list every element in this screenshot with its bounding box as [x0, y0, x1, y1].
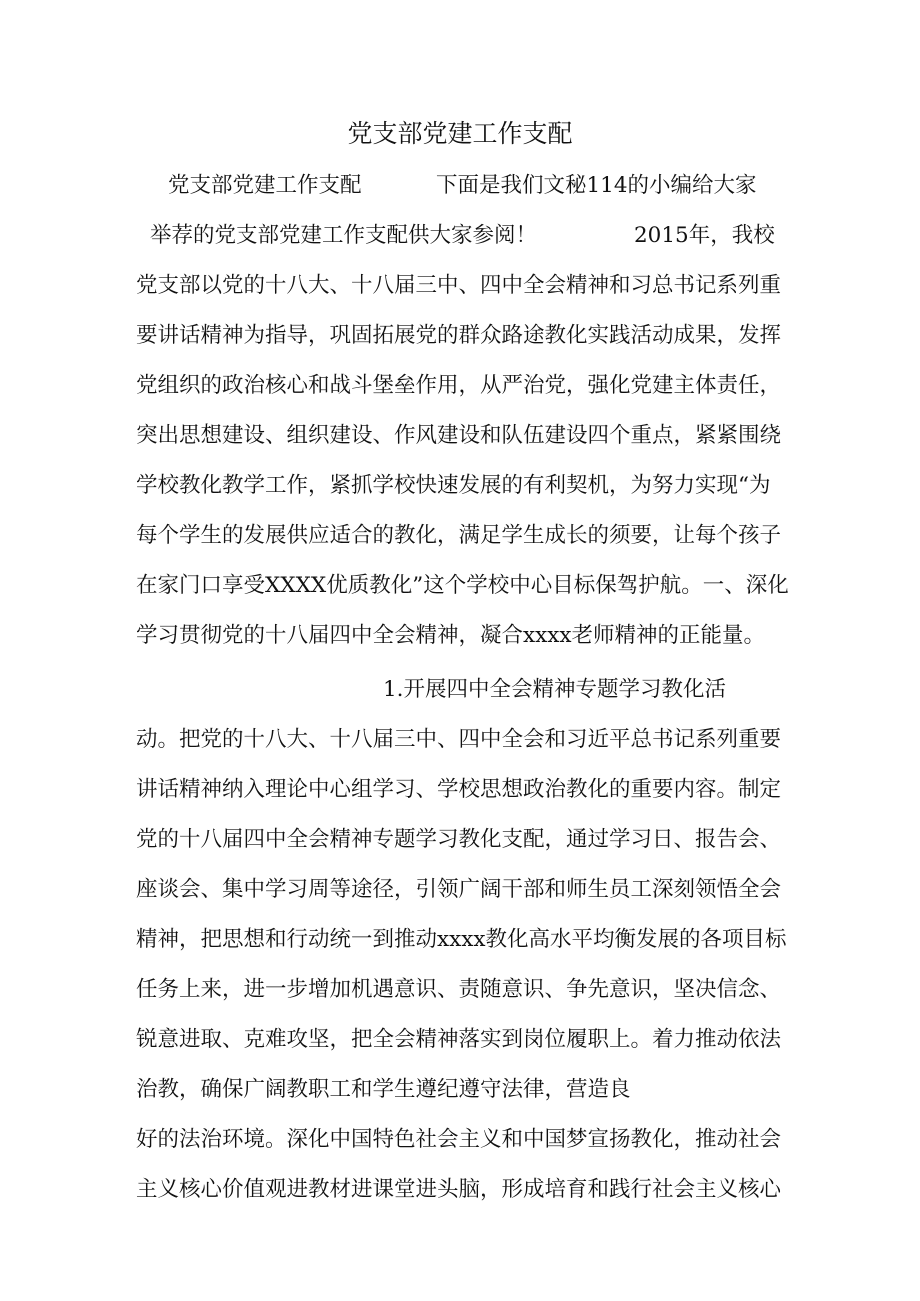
text-line: 党的十八届四中全会精神专题学习教化支配，通过学习日、报告会、: [136, 827, 782, 852]
text-line: 在家门口享受XXXX优质教化”这个学校中心目标保驾护航。一、深化: [136, 573, 789, 598]
text-line: 精神，把思想和行动统一到推动xxxx教化高水平均衡发展的各项目标: [136, 927, 787, 952]
text-line: 举荐的党支部党建工作支配供大家参阅！: [150, 223, 538, 248]
text-line: 党组织的政治核心和战斗堡垒作用，从严治党，强化党建主体责任，: [136, 373, 782, 398]
text-line: 动。把党的十八大、十八届三中、四中全会和习近平总书记系列重要: [136, 727, 782, 752]
text-line: 党支部以党的十八大、十八届三中、四中全会精神和习总书记系列重: [136, 273, 782, 298]
text-line: 学习贯彻党的十八届四中全会精神，凝合xxxx老师精神的正能量。: [136, 623, 766, 648]
text-line: 主义核心价值观进教材进课堂进头脑，形成培育和践行社会主义核心: [136, 1177, 782, 1202]
text-line: 党支部党建工作支配: [168, 173, 362, 198]
text-line: 突出思想建设、组织建设、作风建设和队伍建设四个重点，紧紧围绕: [136, 423, 782, 448]
section-heading: 1.开展四中全会精神专题学习教化活: [383, 677, 727, 702]
text-line: 治教，确保广阔教职工和学生遵纪遵守法律，营造良: [136, 1077, 631, 1102]
text-line: 锐意进取、克难攻坚，把全会精神落实到岗位履职上。着力推动依法: [136, 1027, 782, 1052]
document-title: 党支部党建工作支配: [347, 119, 573, 148]
text-line: 座谈会、集中学习周等途径，引领广阔干部和师生员工深刻领悟全会: [136, 877, 782, 902]
text-line: 学校教化教学工作，紧抓学校快速发展的有利契机，为努力实现“为: [136, 473, 771, 498]
text-line: 好的法治环境。深化中国特色社会主义和中国梦宣扬教化，推动社会: [136, 1127, 782, 1152]
text-line: 任务上来，进一步增加机遇意识、责随意识、争先意识，坚决信念、: [136, 977, 782, 1002]
text-line: 每个学生的发展供应适合的教化，满足学生成长的须要，让每个孩子: [136, 523, 782, 548]
text-line: 讲话精神纳入理论中心组学习、学校思想政治教化的重要内容。制定: [136, 777, 782, 802]
text-line: 下面是我们文秘114的小编给大家: [436, 173, 757, 198]
text-line: 要讲话精神为指导，巩固拓展党的群众路途教化实践活动成果，发挥: [136, 323, 782, 348]
text-line: 2015年，我校: [634, 223, 775, 248]
